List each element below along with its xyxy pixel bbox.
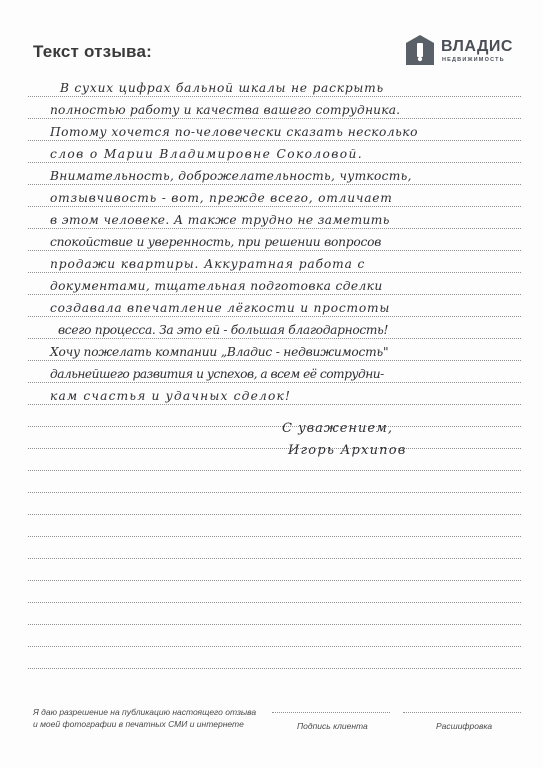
review-line: в этом человеке. А также трудно не заметить — [50, 213, 390, 227]
review-line: Потому хочется по-человечески сказать несколько — [50, 125, 418, 139]
house-icon — [405, 34, 435, 66]
ruled-line — [28, 206, 521, 207]
review-closing: С уважением, — [282, 421, 393, 436]
ruled-line — [28, 360, 521, 361]
review-line: В сухих цифрах бальной шкалы не раскрыть — [60, 81, 384, 95]
transcript-line — [403, 712, 521, 713]
ruled-line — [28, 514, 521, 515]
review-line: Хочу пожелать компании „Владис - недвижимость" — [50, 345, 389, 359]
ruled-line — [28, 624, 521, 625]
ruled-line — [28, 382, 521, 383]
review-line: Внимательность, доброжелательность, чуткость, — [50, 169, 412, 183]
ruled-line — [28, 448, 521, 449]
ruled-line — [28, 162, 521, 163]
review-author: Игорь Архипов — [288, 443, 407, 458]
ruled-line — [28, 140, 521, 141]
ruled-line — [28, 294, 521, 295]
ruled-line — [28, 536, 521, 537]
review-line: документами, тщательная подготовка сделки — [50, 279, 383, 293]
logo-tagline: НЕДВИЖИМОСТЬ — [442, 57, 505, 63]
review-line: полностью работу и качества вашего сотрудника. — [50, 103, 401, 117]
vladis-logo — [405, 34, 523, 68]
consent-line: и моей фотографии в печатных СМИ и интернете — [33, 719, 244, 729]
review-line: спокойствие и уверенность, при решении вопросов — [50, 235, 382, 249]
ruled-line — [28, 426, 521, 427]
ruled-line — [28, 492, 521, 493]
ruled-line — [28, 96, 521, 97]
review-line: дальнейшего развития и успехов, а всем её сотрудни- — [50, 367, 384, 381]
form-title: Текст отзыва: — [33, 42, 152, 61]
ruled-line — [28, 668, 521, 669]
ruled-line — [28, 118, 521, 119]
signature-label: Подпись клиента — [297, 721, 368, 731]
ruled-line — [28, 272, 521, 273]
ruled-line — [28, 228, 521, 229]
ruled-line — [28, 580, 521, 581]
transcript-label: Расшифровка — [436, 721, 493, 731]
logo-name: ВЛАДИС — [441, 38, 513, 55]
publication-consent — [33, 706, 256, 730]
review-line: отзывчивость - вот, прежде всего, отличает — [50, 191, 393, 205]
ruled-line — [28, 470, 521, 471]
ruled-line — [28, 646, 521, 647]
ruled-line — [28, 404, 521, 405]
review-line: всего процесса. За это ей - большая благодарность! — [58, 323, 389, 337]
ruled-line — [28, 250, 521, 251]
review-line: кам счастья и удачных сделок! — [50, 389, 292, 403]
ruled-line — [28, 316, 521, 317]
ruled-line — [28, 602, 521, 603]
ruled-line — [28, 338, 521, 339]
signature-line — [272, 712, 390, 713]
consent-line: Я даю разрешение на публикацию настоящего отзыва — [33, 707, 257, 717]
ruled-line — [28, 558, 521, 559]
ruled-line — [28, 184, 521, 185]
review-line: создавала впечатление лёгкости и простоты — [50, 301, 391, 315]
review-line: продажи квартиры. Аккуратная работа с — [50, 257, 366, 271]
review-line: слов о Марии Владимировне Соколовой. — [50, 147, 364, 161]
